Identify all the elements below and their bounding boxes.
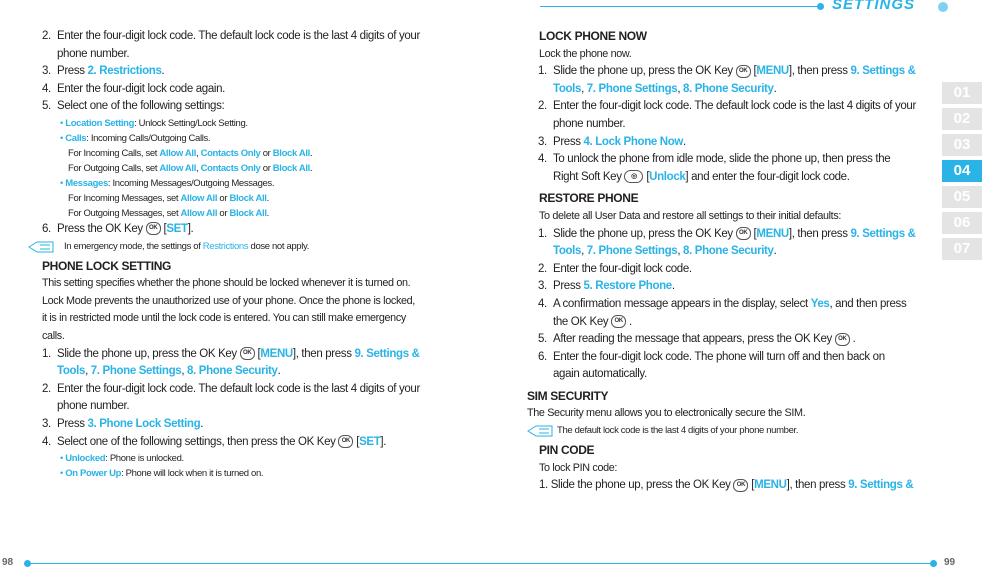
ln-step-3: 3. Press 4. Lock Phone Now. <box>538 135 686 148</box>
step-5: 5. Select one of the following settings: <box>42 100 225 113</box>
ok-key-icon: OK <box>338 435 353 448</box>
lock-now-heading: LOCK PHONE NOW <box>539 29 647 43</box>
ln-step-2: 2. Enter the four-digit lock code. The default lock code is the last 4 digits of your <box>538 100 916 113</box>
page-number-right: 99 <box>944 557 956 568</box>
tab-04[interactable]: 04 <box>942 160 982 182</box>
bullet-messages: • Messages: Incoming Messages/Outgoing Messages. <box>60 177 275 189</box>
rp-step-5: 5. After reading the message that appears, press the OK Key OK . <box>538 333 856 346</box>
pl-step-1: 1. Slide the phone up, press the OK Key OK [MENU], then press 9. Settings & <box>42 347 420 360</box>
left-page-content: 2. Enter the four-digit lock code. The default lock code is the last 4 digits of your phone number. 3. Press 2. Restrictions. 4. Enter the four-digit lock code again. 5. Select one of the following settings: • Location Setting: Unlock Setting/Lock Setting. • Calls: Incoming Calls/Outgoing Calls. For Incoming Calls, set Allow All, Contacts Only or Block All. For Outgoing Calls, set Allow All, Contacts Only or Block All. • Messages: Incoming Messages/Outgoing Messages. For Incoming Messages, set Allow All or Block All. For Outgoing Messages, set Allow All or Block All. 6. Press the OK Key OK [SET]. In emergency mode, the settings of Restrictions dose not apply. PHONE LOCK SETTING This setting specifies whether the phone should be locked whenever it is turned on. Lock Mode prevents the unauthorized use of your phone. Once the phone is locked, it is in restricted mode until the lock code is entered. You can still make emergency calls. 1. Slide the phone up, press the OK Key OK [MENU], then press 9. Settings & Tools, 7. Phone Settings, 8. Phone Security. 2. Enter the four-digit lock code. The default lock code is the last 4 digits of your phone number. 3. Press 3. Phone Lock Setting. 4. Select one of the following settings, then press the OK Key OK [SET]. • Unlocked: Phone is unlocked. • On Power Up: Phone will lock when it is turned on. <box>42 28 442 481</box>
right-page-content: LOCK PHONE NOW Lock the phone now. 1. Slide the phone up, press the OK Key OK [MENU], then press 9. Settings & Tools, 7. Phone Settings, 8. Phone Security. 2. Enter the four-digit lock code. The default lock code is the last 4 digits of your phone number. 3. Press 4. Lock Phone Now. 4. To unlock the phone from idle mode, slide the phone up, then press the Right Soft Key ◎ [Unlock] and enter the four-digit lock code. RESTORE PHONE To delete all User Data and restore all settings to their initial defaults: 1. Slide the phone up, press the OK Key OK [MENU], then press 9. Settings & Tools, 7. Phone Settings, 8. Phone Security. 2. Enter the four-digit lock code. 3. Press 5. Restore Phone. 4. A confirmation message appears in the display, select Yes, and then press the OK Key OK . 5. After reading the message that appears, press the OK Key OK . 6. Enter the four-digit lock code. The phone will turn off and then back on again automatically. SIM SECURITY The Security menu allows you to electronically secure the SIM. The default lock code is the last 4 digits of your phone number. PIN CODE To lock PIN code: 1. Slide the phone up, press the OK Key OK [MENU], then press 9. Settings & <box>527 28 932 495</box>
rp-step-1: 1. Slide the phone up, press the OK Key OK [MENU], then press 9. Settings & <box>538 227 916 240</box>
restore-heading: RESTORE PHONE <box>539 191 639 206</box>
pin-code-heading: PIN CODE <box>539 443 595 458</box>
ln-step-4: 4. To unlock the phone from idle mode, slide the phone up, then press the <box>538 153 891 166</box>
footer-dot-right <box>930 560 937 567</box>
note-icon <box>28 241 54 253</box>
note: In emergency mode, the settings of Restrictions dose not apply. <box>42 239 442 254</box>
rp-step-4: 4. A confirmation message appears in the display, select Yes, and then press <box>538 297 907 310</box>
bullet-on-power-up: • On Power Up: Phone will lock when it is turned on. <box>60 468 264 480</box>
ok-key-icon: OK <box>146 222 161 235</box>
tab-01[interactable]: 01 <box>942 82 982 104</box>
sim-note: The default lock code is the last 4 digits of your phone number. <box>527 423 932 438</box>
pl-step-4: 4. Select one of the following settings, then press the OK Key OK [SET]. <box>42 435 387 448</box>
bullet-calls: • Calls: Incoming Calls/Outgoing Calls. <box>60 132 211 144</box>
note-icon <box>527 425 553 437</box>
pin-step-1: 1. Slide the phone up, press the OK Key OK [MENU], then press 9. Settings & <box>539 479 914 492</box>
ln-step-1: 1. Slide the phone up, press the OK Key OK [MENU], then press 9. Settings & <box>538 65 916 78</box>
ok-key-icon: OK <box>733 479 748 492</box>
tab-03[interactable]: 03 <box>942 134 982 156</box>
header-dot <box>817 3 824 10</box>
rp-step-2: 2. Enter the four-digit lock code. <box>538 262 692 275</box>
tab-02[interactable]: 02 <box>942 108 982 130</box>
ok-key-icon: OK <box>736 227 751 240</box>
pl-step-3: 3. Press 3. Phone Lock Setting. <box>42 417 204 430</box>
ok-key-icon: OK <box>240 347 255 360</box>
tab-05[interactable]: 05 <box>942 186 982 208</box>
rp-step-3: 3. Press 5. Restore Phone. <box>538 280 675 293</box>
ok-key-icon: OK <box>611 315 626 328</box>
bullet-unlocked: • Unlocked: Phone is unlocked. <box>60 453 184 465</box>
ok-key-icon: OK <box>736 65 751 78</box>
tab-07[interactable]: 07 <box>942 238 982 260</box>
chapter-tabs <box>942 82 982 264</box>
header-rule <box>540 6 820 7</box>
step-6: 6. Press the OK Key OK [SET]. <box>42 222 194 235</box>
ok-key-icon: OK <box>835 333 850 346</box>
pl-step-2: 2. Enter the four-digit lock code. The default lock code is the last 4 digits of your <box>42 382 420 395</box>
page-number-left: 98 <box>2 557 14 568</box>
section-title: SETTINGS <box>832 0 916 13</box>
step-3: 3. Press 2. Restrictions. <box>42 65 165 78</box>
tab-06[interactable]: 06 <box>942 212 982 234</box>
right-soft-key-icon: ◎ <box>624 170 643 183</box>
footer-rule <box>30 563 930 564</box>
sim-security-heading: SIM SECURITY <box>527 388 609 403</box>
header-dot-right <box>938 2 948 12</box>
rp-step-6: 6. Enter the four-digit lock code. The phone will turn off and then back on <box>538 350 885 363</box>
phone-lock-heading: PHONE LOCK SETTING <box>42 258 172 273</box>
bullet-location: • Location Setting: Unlock Setting/Lock Setting. <box>60 117 248 129</box>
step-4: 4. Enter the four-digit lock code again. <box>42 82 225 95</box>
step-2: 2. Enter the four-digit lock code. The default lock code is the last 4 digits of your <box>42 30 420 42</box>
